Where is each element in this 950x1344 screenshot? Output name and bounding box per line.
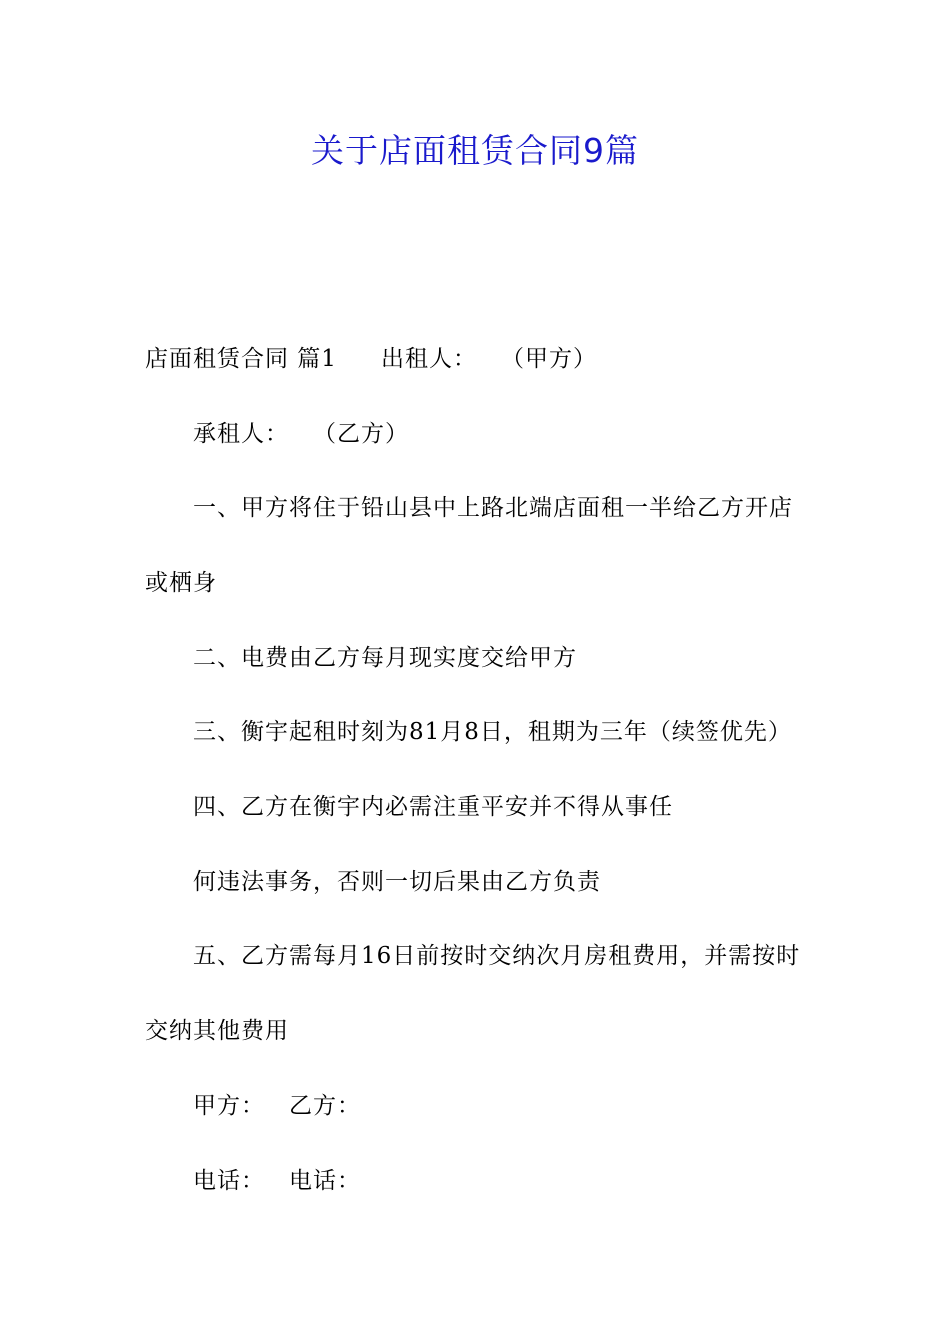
lessee-party: （乙方） (313, 421, 409, 447)
contract-heading: 店面租赁合同 篇1 (145, 346, 337, 372)
lessee-label: 承租人： (193, 421, 289, 447)
clause-1-line-2: 或栖身 (145, 570, 217, 596)
lessor-label: 出租人： (380, 346, 477, 372)
clause-3: 三、衡宇起租时刻为81月8日，租期为三年（续签优先） (193, 719, 792, 745)
party-b-label: 乙方： (289, 1093, 361, 1119)
document-title: 关于店面租赁合同9篇 (311, 131, 639, 170)
signature-phone-line (193, 1165, 361, 1197)
signature-party-line (193, 1090, 361, 1122)
clause-2: 二、电费由乙方每月现实度交给甲方 (193, 645, 577, 671)
clause-1-line-1: 一、甲方将住于铅山县中上路北端店面租一半给乙方开店 (193, 495, 793, 521)
clause-4-line-2: 何违法事务，否则一切后果由乙方负责 (193, 869, 601, 895)
contract-header-line (145, 343, 597, 375)
phone-a-label: 电话： (193, 1168, 265, 1194)
clause-5-line-1: 五、乙方需每月16日前按时交纳次月房租费用，并需按时 (193, 943, 801, 969)
party-a-label: 甲方： (193, 1093, 265, 1119)
phone-b-label: 电话： (289, 1168, 361, 1194)
lessor-party: （甲方） (500, 346, 597, 372)
clause-4-line-1: 四、乙方在衡宇内必需注重平安并不得从事任 (193, 794, 673, 820)
lessee-line (193, 418, 409, 450)
clause-5-line-2: 交纳其他费用 (145, 1018, 289, 1044)
